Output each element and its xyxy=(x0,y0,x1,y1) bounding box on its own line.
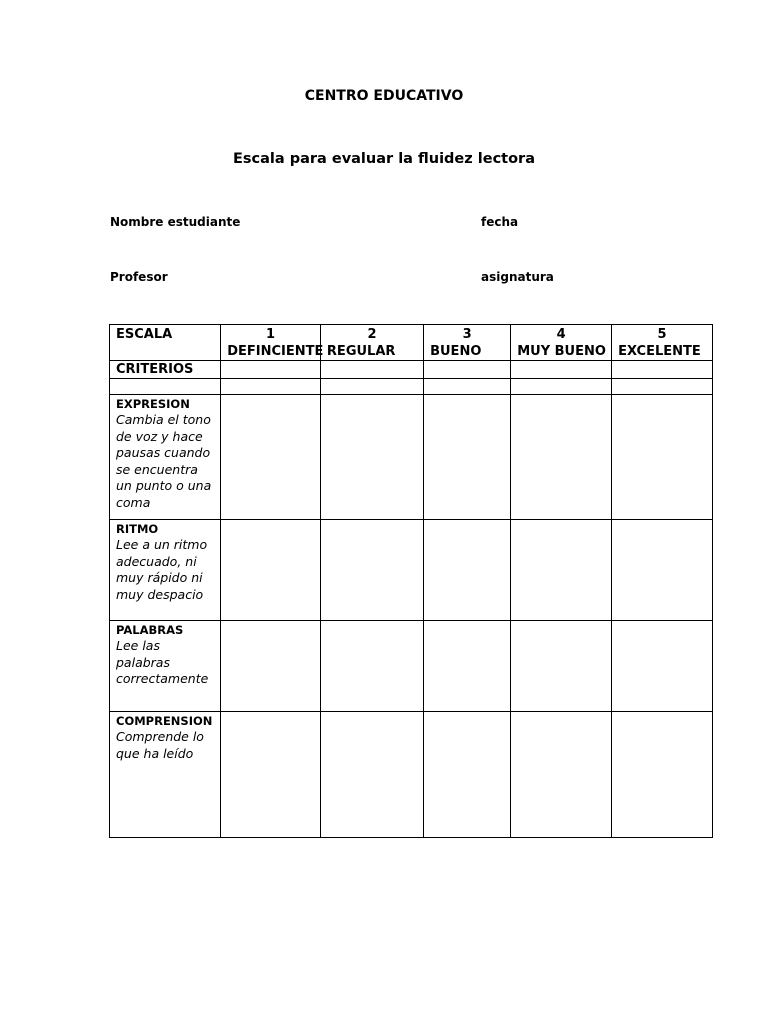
rubric-table xyxy=(109,324,713,838)
level-number: 4 xyxy=(556,327,566,342)
scale-label-cell xyxy=(110,325,221,361)
score-cell xyxy=(221,712,321,838)
criterion-description: Cambia el tono de voz y hace pausas cuando se encuentra un punto o una coma xyxy=(116,412,212,510)
criterion-description: Lee las palabras correctamente xyxy=(116,638,209,686)
score-cell xyxy=(221,520,321,621)
level-number: 1 xyxy=(266,327,276,342)
criterion-row-palabras xyxy=(110,621,713,712)
subject-label: asignatura xyxy=(481,270,554,284)
score-cell xyxy=(424,379,511,395)
score-cell xyxy=(511,520,612,621)
criterion-name: PALABRAS xyxy=(116,623,184,637)
level-name: BUENO xyxy=(430,344,482,359)
level-name: EXCELENTE xyxy=(618,344,701,359)
criteria-header-row xyxy=(110,361,713,379)
page-title: CENTRO EDUCATIVO xyxy=(304,88,464,104)
criterion-description: Lee a un ritmo adecuado, ni muy rápido ni muy despacio xyxy=(116,537,208,602)
blank-row xyxy=(110,379,713,395)
criterion-row-ritmo xyxy=(110,520,713,621)
level-number: 2 xyxy=(367,327,377,342)
score-cell xyxy=(612,621,713,712)
level-number: 5 xyxy=(657,327,667,342)
score-cell xyxy=(221,621,321,712)
scale-header-row xyxy=(110,325,713,361)
criteria-label: CRITERIOS xyxy=(110,361,221,379)
criterion-name: EXPRESION xyxy=(116,397,190,411)
level-header-cell xyxy=(612,325,713,361)
scale-label: ESCALA xyxy=(116,327,173,342)
score-cell xyxy=(320,712,423,838)
score-cell xyxy=(320,520,423,621)
score-cell xyxy=(511,379,612,395)
score-cell xyxy=(424,621,511,712)
level-name: REGULAR xyxy=(326,344,396,359)
level-header-cell xyxy=(511,325,612,361)
level-header-cell xyxy=(221,325,324,361)
criterion-name: COMPRENSION xyxy=(116,714,213,728)
score-cell xyxy=(511,621,612,712)
criterion-row-comprension xyxy=(110,712,713,838)
score-cell xyxy=(424,361,511,379)
criterion-cell xyxy=(110,520,221,621)
score-cell xyxy=(221,395,321,520)
score-cell xyxy=(612,361,713,379)
criterion-description: Comprende lo que ha leído xyxy=(116,729,204,761)
criterion-row-expresion xyxy=(110,395,713,520)
criterion-name: RITMO xyxy=(116,522,159,536)
score-cell xyxy=(612,520,713,621)
level-number: 3 xyxy=(462,327,472,342)
score-cell xyxy=(511,361,612,379)
score-cell xyxy=(320,621,423,712)
score-cell xyxy=(612,712,713,838)
level-name: DEFINCIENTE xyxy=(227,344,324,359)
score-cell xyxy=(424,395,511,520)
teacher-label: Profesor xyxy=(110,270,168,284)
score-cell xyxy=(320,361,423,379)
page-subtitle: Escala para evaluar la fluidez lectora xyxy=(233,151,535,167)
level-header-cell xyxy=(424,325,511,361)
score-cell xyxy=(320,379,423,395)
score-cell xyxy=(511,395,612,520)
criterion-cell xyxy=(110,395,221,520)
criterion-cell xyxy=(110,712,221,838)
score-cell xyxy=(221,379,321,395)
date-label: fecha xyxy=(481,215,519,229)
score-cell xyxy=(612,379,713,395)
score-cell xyxy=(221,361,321,379)
score-cell xyxy=(424,712,511,838)
score-cell xyxy=(424,520,511,621)
level-name: MUY BUENO xyxy=(517,344,606,359)
level-header-cell xyxy=(320,325,423,361)
blank-cell xyxy=(110,379,221,395)
score-cell xyxy=(320,395,423,520)
student-name-label: Nombre estudiante xyxy=(110,215,241,229)
score-cell xyxy=(511,712,612,838)
score-cell xyxy=(612,395,713,520)
criterion-cell xyxy=(110,621,221,712)
